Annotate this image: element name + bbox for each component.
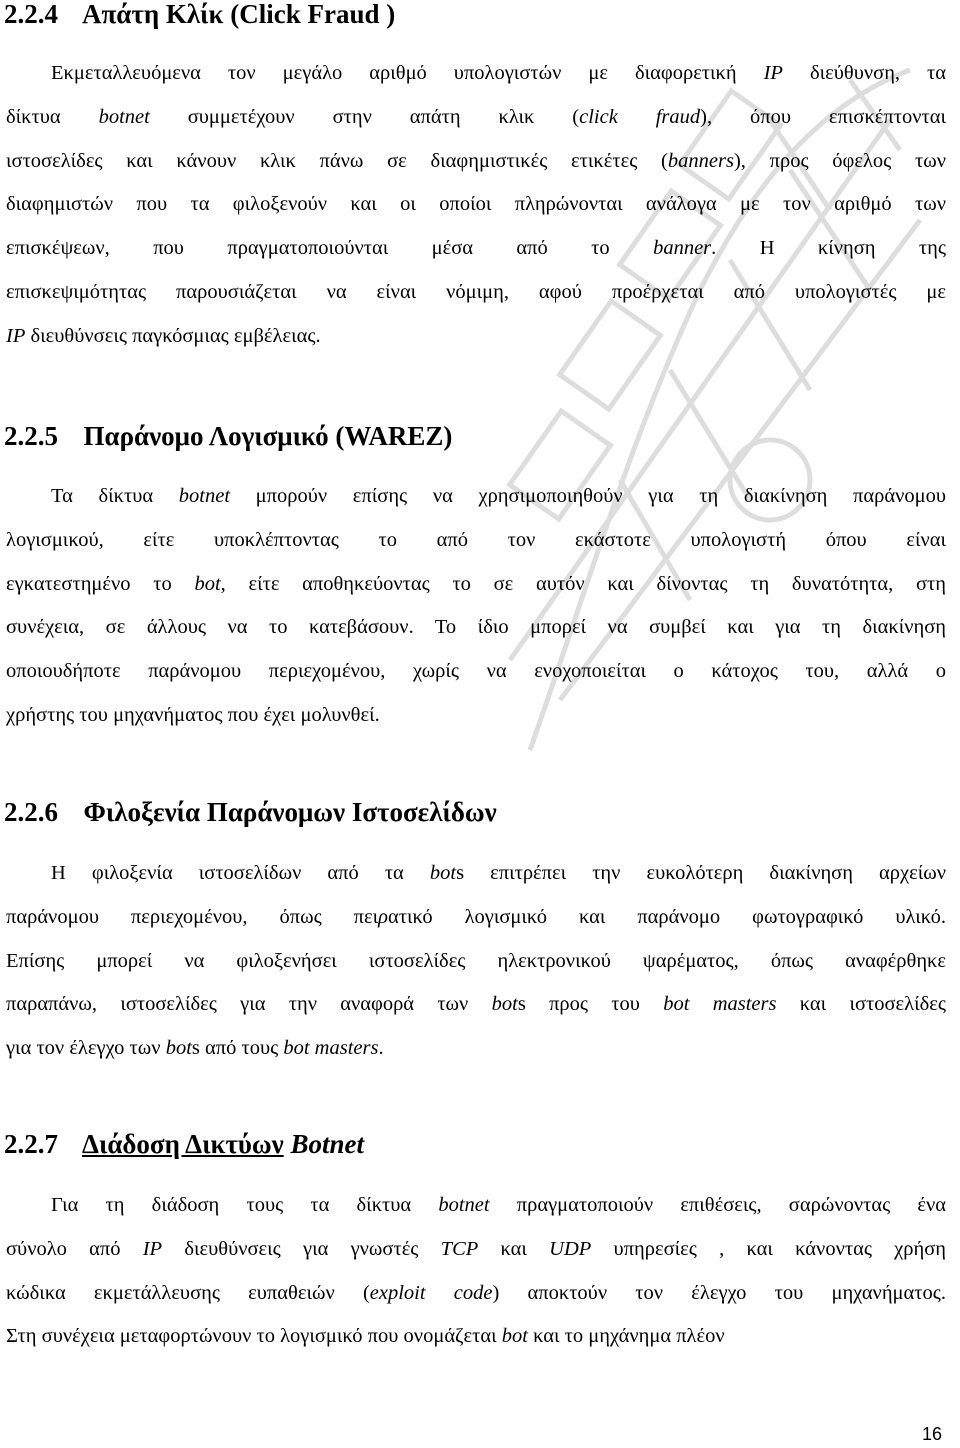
italic-term: bot <box>501 1325 528 1348</box>
text-run: . Η κίνηση της <box>711 237 946 260</box>
italic-term: bot masters <box>283 1037 379 1060</box>
text-run: επισκέψεων, που πραγματοποιούνται μέσα από το <box>6 237 654 260</box>
text-line <box>6 940 946 984</box>
section-title: Φιλοξενία Παράνομων Ιστοσελίδων <box>83 797 497 827</box>
section-title: Απάτη Κλίκ (Click Fraud ) <box>82 0 396 29</box>
italic-term: TCP <box>440 1237 479 1260</box>
paragraph-illegal-sites <box>6 852 946 1071</box>
text-run: συμμετέχουν στην απάτη κλικ ( <box>149 105 580 128</box>
text-run: δίκτυα <box>6 105 99 128</box>
text-run: και το μηχάνημα πλέον <box>527 1325 725 1348</box>
text-line <box>6 1228 946 1272</box>
italic-term: botnet <box>98 105 150 128</box>
text-run: s από τους <box>191 1037 284 1060</box>
text-run: ατικό λογισμικό και παράνομο φωτογραφικό υλικό. <box>387 905 946 928</box>
text-run: Στη συνέχεια μεταφορτώνουν το λογισμικό που ονομάζεται <box>6 1325 502 1348</box>
text-run: , είτε αποθηκεύοντας το σε αυτόν και δίνοντας τη δυνατότητα, στη <box>220 572 946 595</box>
text-run: πραγματοποιούν επιθέσεις, σαρώνοντας ένα <box>489 1194 946 1216</box>
text-line <box>6 563 946 607</box>
italic-term: IP <box>763 62 783 84</box>
section-title-underlined: Διάδοση Δικτύων <box>82 1129 284 1159</box>
text-run: κώδικα εκμετάλλευσης ευπαθειών ( <box>6 1281 370 1304</box>
heading-2-2-7 <box>4 1128 364 1160</box>
text-run: διευθύνσεις για γνωστές <box>162 1237 441 1260</box>
text-line <box>6 52 946 96</box>
text-run: διαφημιστών που τα φιλοξενούν και οι οποίοι πληρώνονται ανάλογα με τον αριθμό των <box>6 193 946 216</box>
paragraph-botnet-spread <box>6 1184 946 1359</box>
text-run: εγκατεστημένο το <box>6 572 195 595</box>
italic-term: IP <box>142 1237 163 1260</box>
text-run: μπορούν επίσης να χρησιμοποιηθούν για τη διακίνηση παράνομου <box>230 485 946 507</box>
text-run: υπηρεσίες , και κάνοντας χρήση <box>591 1237 946 1260</box>
section-title-italic: Botnet <box>290 1129 364 1159</box>
text-line <box>6 183 946 227</box>
paragraph-click-fraud <box>6 52 946 359</box>
section-title: Παράνομο Λογισμικό (WAREZ) <box>83 421 453 451</box>
italic-term: banners <box>667 149 734 172</box>
text-run: Η φιλοξενία ιστοσελίδων από τα <box>51 862 430 884</box>
text-line <box>6 896 946 940</box>
text-run: . <box>378 1037 384 1060</box>
section-number: 2.2.6 <box>4 797 58 827</box>
italic-term: bot <box>194 572 221 595</box>
text-run: ) αποκτούν τον έλεγχο του μηχανήματος. <box>492 1281 947 1304</box>
text-line <box>6 271 946 315</box>
text-run: ιστοσελίδες και κάνουν κλικ πάνω σε διαφημιστικές ετικέτες ( <box>6 149 668 172</box>
text-run: σύνολο από <box>6 1237 143 1260</box>
italic-term: bot masters <box>663 993 777 1016</box>
section-number: 2.2.5 <box>4 421 58 451</box>
text-line <box>6 606 946 650</box>
text-run: ), προς όφελος των <box>733 149 946 172</box>
italic-term: banner <box>653 237 712 260</box>
text-line <box>6 140 946 184</box>
heading-2-2-4 <box>4 0 395 30</box>
text-run: s επιτρέπει την ευκολότερη διακίνηση αρχείων <box>456 862 946 884</box>
section-number: 2.2.7 <box>4 1129 58 1159</box>
text-run: Επίσης μπορεί να φιλοξενήσει ιστοσελίδες ηλεκτρονικού ψαρέματος, όπως αναφέρθηκε <box>6 949 946 972</box>
italic-term: IP <box>6 324 26 347</box>
text-run: Για τη διάδοση τους τα δίκτυα <box>51 1194 439 1216</box>
text-run: λογισμικού, είτε υποκλέπτοντας το από τον εκάστοτε υπολογιστή όπου είναι <box>6 528 946 551</box>
text-run: και <box>478 1237 550 1260</box>
page-number: 16 <box>921 1424 942 1444</box>
text-line <box>6 475 946 519</box>
text-run: χρήστης του μηχανήματος που έχει μολυνθεί. <box>6 703 380 726</box>
text-run: Τα δίκτυα <box>51 485 179 507</box>
text-run: συνέχεια, σε άλλους να το κατεβάσουν. Το ίδιο μπορεί να συμβεί και για τη διακίνηση <box>6 616 946 639</box>
text-line <box>6 227 946 271</box>
text-line <box>6 1184 946 1228</box>
heading-2-2-5 <box>4 420 452 452</box>
text-run: παράνομου περιεχομένου, όπως πει <box>6 905 379 928</box>
text-run: διεύθυνση, τα <box>782 62 947 84</box>
section-number: 2.2.4 <box>4 0 58 29</box>
text-run: και ιστοσελίδες <box>776 993 946 1016</box>
italic-term: bot <box>491 993 518 1016</box>
italic-term: click fraud <box>579 105 701 128</box>
text-run: ), όπου επισκέπτονται <box>700 105 946 128</box>
italic-term: exploit code <box>369 1281 493 1304</box>
paragraph-warez <box>6 475 946 738</box>
italic-term: bot <box>429 862 457 884</box>
text-run: οποιουδήποτε παράνομου περιεχομένου, χωρίς να ενοχοποιείται ο κάτοχος του, αλλά ο <box>6 660 946 683</box>
text-run: Εκμεταλλευόμενα τον μεγάλο αριθμό υπολογιστών με διαφορετική <box>51 62 764 84</box>
italic-term: botnet <box>438 1194 490 1216</box>
text-line <box>6 694 946 738</box>
text-line <box>6 1315 946 1359</box>
text-run: επισκεψιμότητας παρουσιάζεται να είναι νόμιμη, αφού προέρχεται από υπολογιστές με <box>6 280 946 303</box>
text-line <box>6 96 946 140</box>
text-line <box>6 650 946 694</box>
text-line <box>6 1027 946 1071</box>
text-line <box>6 983 946 1027</box>
text-run: διευθύνσεις παγκόσμιας εμβέλειας. <box>25 324 321 347</box>
text-run: για τον έλεγχο των <box>6 1037 166 1060</box>
italic-term: bot <box>165 1037 192 1060</box>
text-line <box>6 519 946 563</box>
italic-term: botnet <box>178 485 231 507</box>
italic-term: UDP <box>549 1237 592 1260</box>
text-run: παραπάνω, ιστοσελίδες για την αναφορά των <box>6 993 492 1016</box>
heading-2-2-6 <box>4 796 497 828</box>
text-line <box>6 1272 946 1316</box>
italic-term: ρ <box>378 905 388 928</box>
text-line <box>6 852 946 896</box>
text-run: s προς του <box>517 993 664 1016</box>
text-line <box>6 315 946 359</box>
